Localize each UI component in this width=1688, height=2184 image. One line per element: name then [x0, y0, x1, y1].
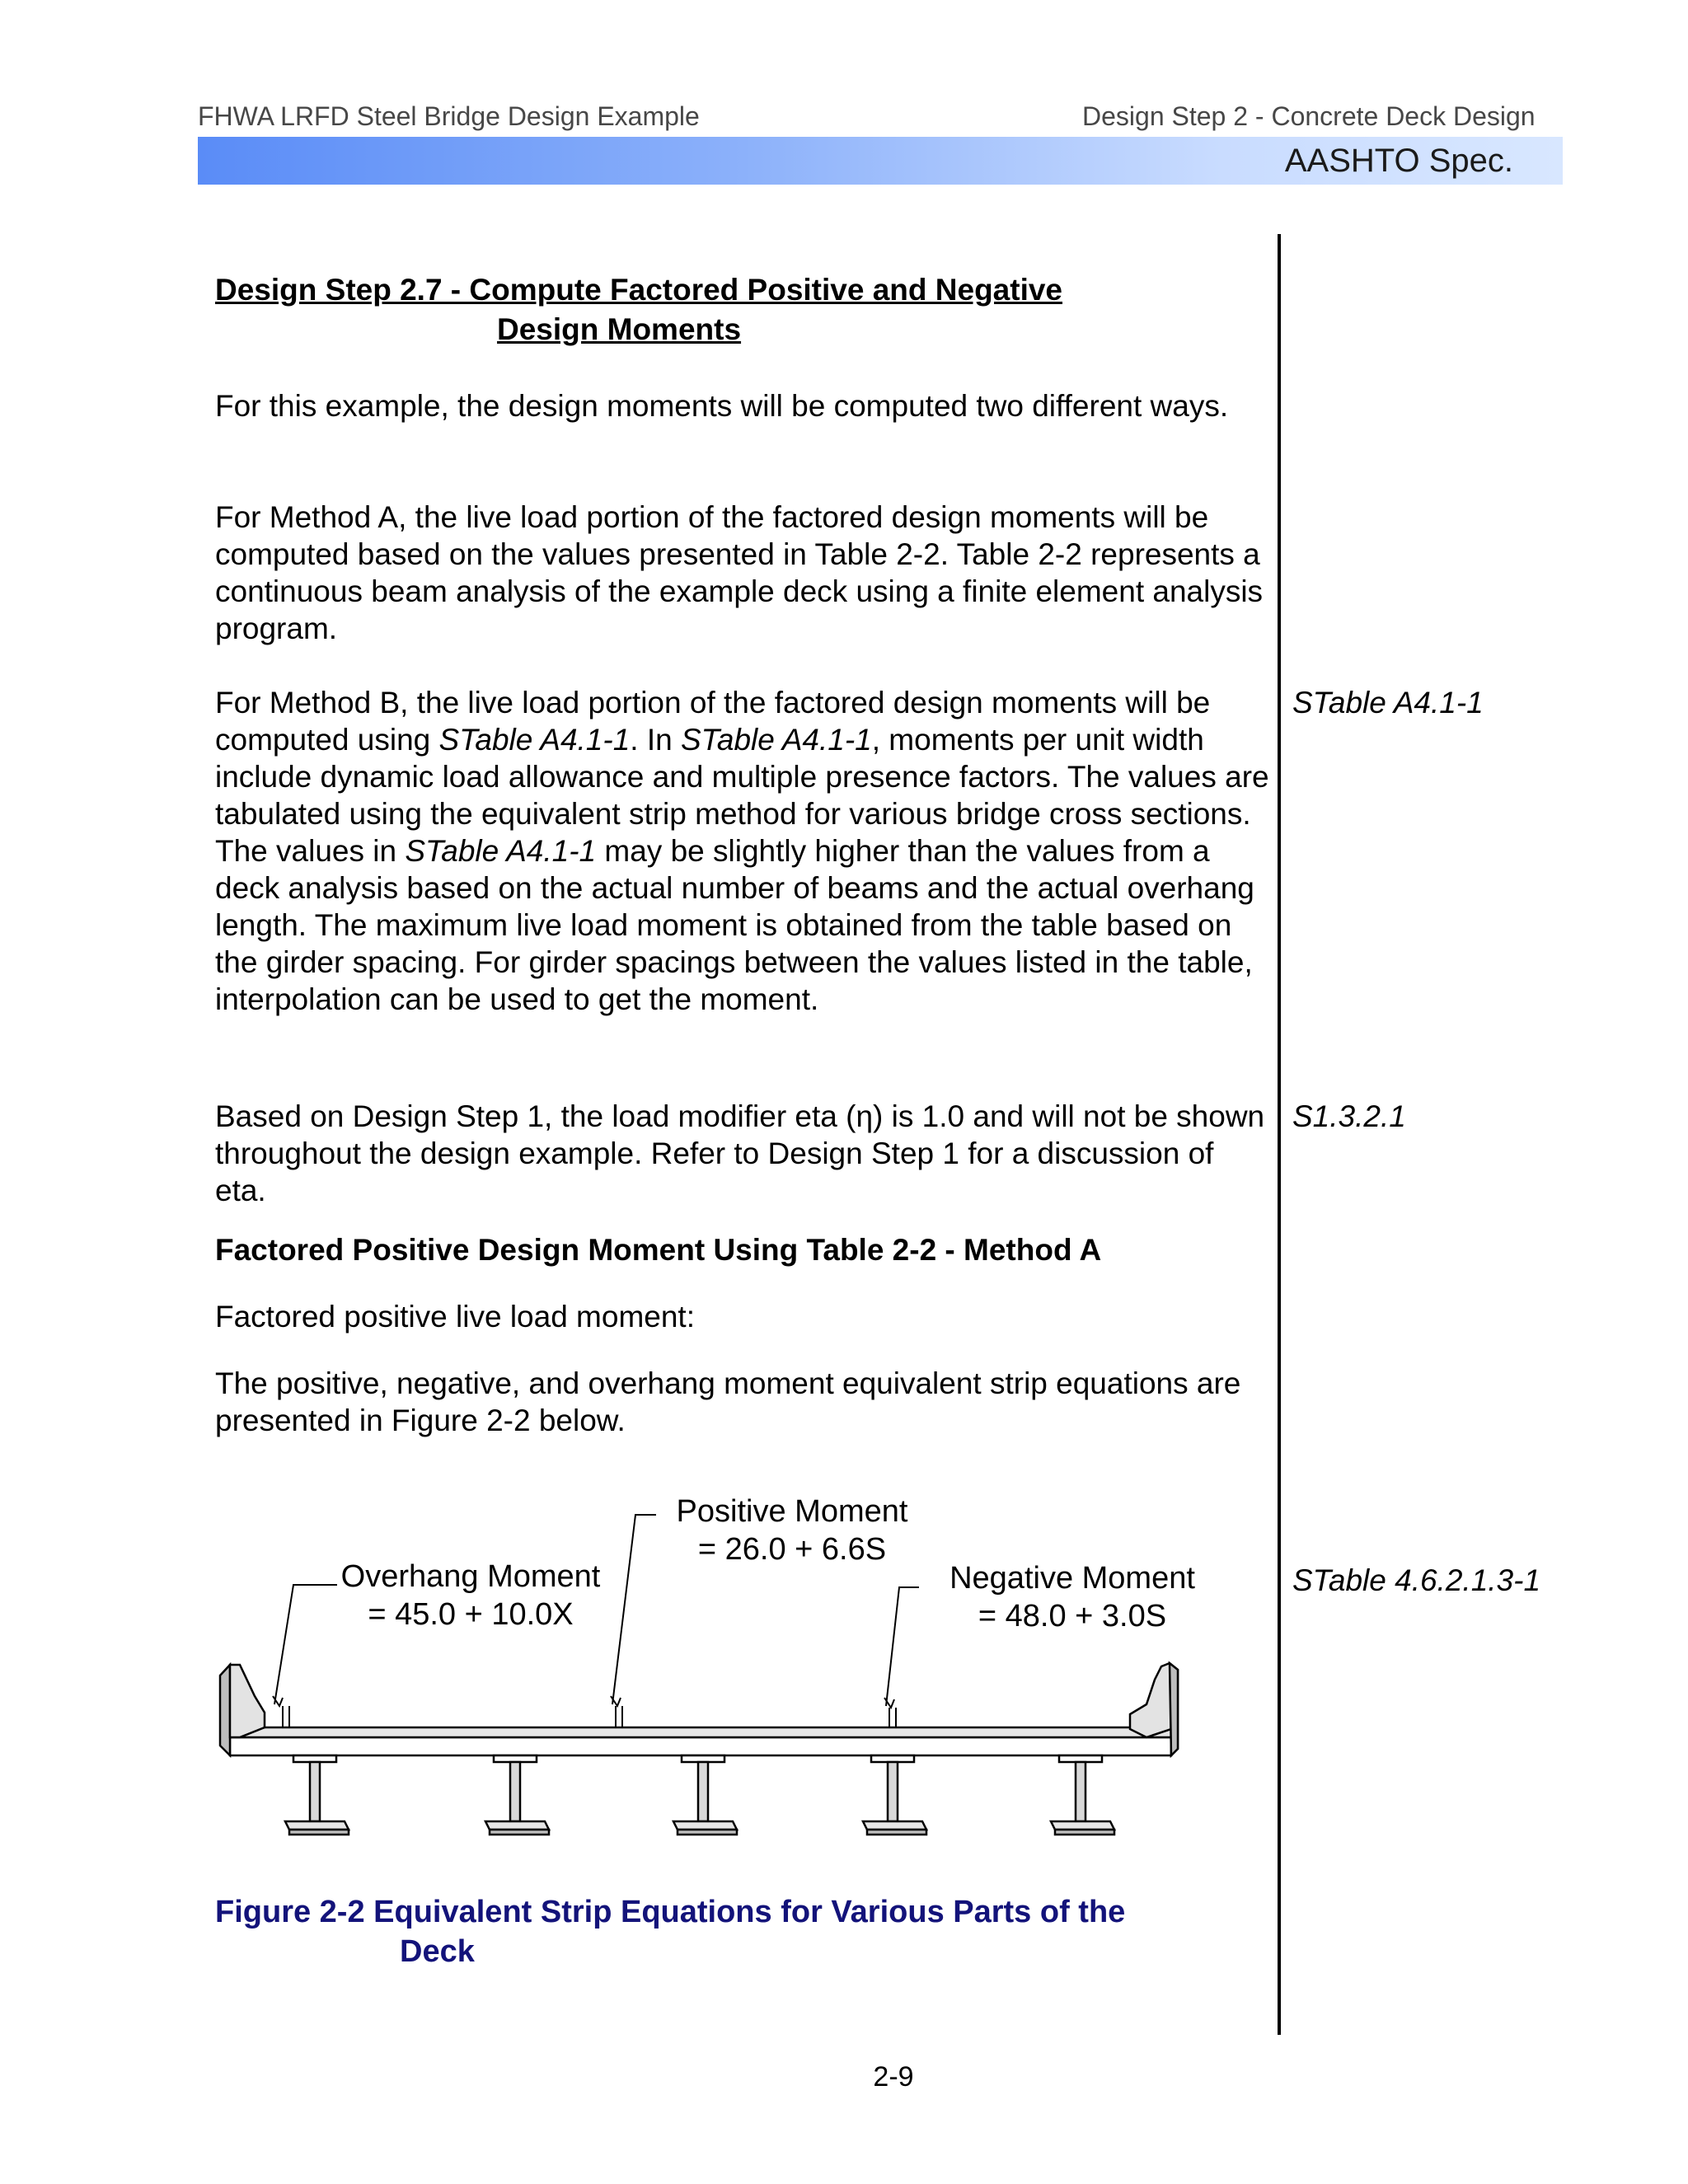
positive-moment-title: Positive Moment [676, 1494, 908, 1529]
paragraph-load-modifier: Based on Design Step 1, the load modifier eta (η) is 1.0 and will not be shown throughout the design example. Refer to Design Step 1 for a discussion of eta. [215, 1099, 1265, 1207]
girder-5 [1051, 1755, 1114, 1835]
page-number: 2-9 [873, 2061, 914, 2093]
method-b-ref-1: STable A4.1-1 [438, 723, 631, 757]
overhang-moment-title: Overhang Moment [340, 1559, 601, 1594]
girder-3 [673, 1755, 737, 1835]
deck-cross-section-figure [215, 1490, 1204, 1853]
side-ref-s1-3-2-1: S1.3.2.1 [1292, 1099, 1406, 1133]
section-title [215, 270, 1062, 349]
girder-4 [863, 1755, 926, 1835]
paragraph-method-b [215, 684, 1270, 1018]
girders [285, 1755, 1114, 1835]
header-spec-label: AASHTO Spec. [1284, 143, 1513, 179]
paragraph-intro: For this example, the design moments will be computed two different ways. [215, 389, 1229, 423]
header-document-title: FHWA LRFD Steel Bridge Design Example [198, 101, 700, 131]
method-b-ref-3: STable A4.1-1 [405, 834, 597, 868]
left-barrier [230, 1665, 265, 1737]
figure-caption-line1: Figure 2-2 Equivalent Strip Equations for Various Parts of the [215, 1895, 1126, 1929]
section-title-line1: Design Step 2.7 - Compute Factored Positive and Negative [215, 273, 1063, 307]
paragraph-strip-equations: The positive, negative, and overhang moment equivalent strip equations are presented in Figure 2-2 below. [215, 1366, 1241, 1437]
method-b-text-1: For Method B, the live load portion of the factored design moments will be computed using [215, 686, 1211, 757]
girder-1 [285, 1755, 349, 1835]
figure-caption [215, 1892, 1270, 1971]
header-section-title: Design Step 2 - Concrete Deck Design [1082, 101, 1536, 131]
figure-caption-line2: Deck [400, 1934, 475, 1969]
subheading-method-a: Factored Positive Design Moment Using Table 2-2 - Method A [215, 1233, 1102, 1267]
positive-moment-equation: = 26.0 + 6.6S [697, 1532, 887, 1567]
method-b-text-4: may be slightly higher than the values from a deck analysis based on the actual number of beams and the actual overhang length. The maximum live load moment is obtained from the table based on the girder spacing. For girder spacings between the values listed in the table, interpolation can be used to get the moment. [215, 834, 1254, 1016]
side-ref-stable-4-6-2-1-3-1: STable 4.6.2.1.3-1 [1292, 1563, 1541, 1597]
negative-moment-equation: = 48.0 + 3.0S [978, 1599, 1167, 1633]
side-ref-stable-a4-1-1: STable A4.1-1 [1292, 686, 1484, 719]
header-band [198, 137, 1563, 185]
deck-slab [220, 1663, 1178, 1755]
section-title-line2: Design Moments [497, 312, 742, 346]
method-b-ref-2: STable A4.1-1 [680, 723, 872, 757]
girder-2 [485, 1755, 549, 1835]
negative-moment-title: Negative Moment [950, 1561, 1195, 1596]
paragraph-method-a: For Method A, the live load portion of the factored design moments will be computed based on the values presented in Table 2-2. Table 2-2 represents a continuous beam analysis of the example deck using a finite element analysis program. [215, 500, 1264, 645]
method-b-text-2: . In [630, 723, 681, 757]
left-barrier-side [220, 1665, 230, 1755]
paragraph-factored-live-load: Factored positive live load moment: [215, 1300, 695, 1333]
margin-divider [1278, 234, 1281, 2035]
overhang-moment-equation: = 45.0 + 10.0X [368, 1597, 574, 1632]
method-b-text-3: , moments per unit width include dynamic load allowance and multiple presence factors. The values are tabulated using the equivalent strip method for various bridge cross sections. The values in [215, 723, 1269, 868]
